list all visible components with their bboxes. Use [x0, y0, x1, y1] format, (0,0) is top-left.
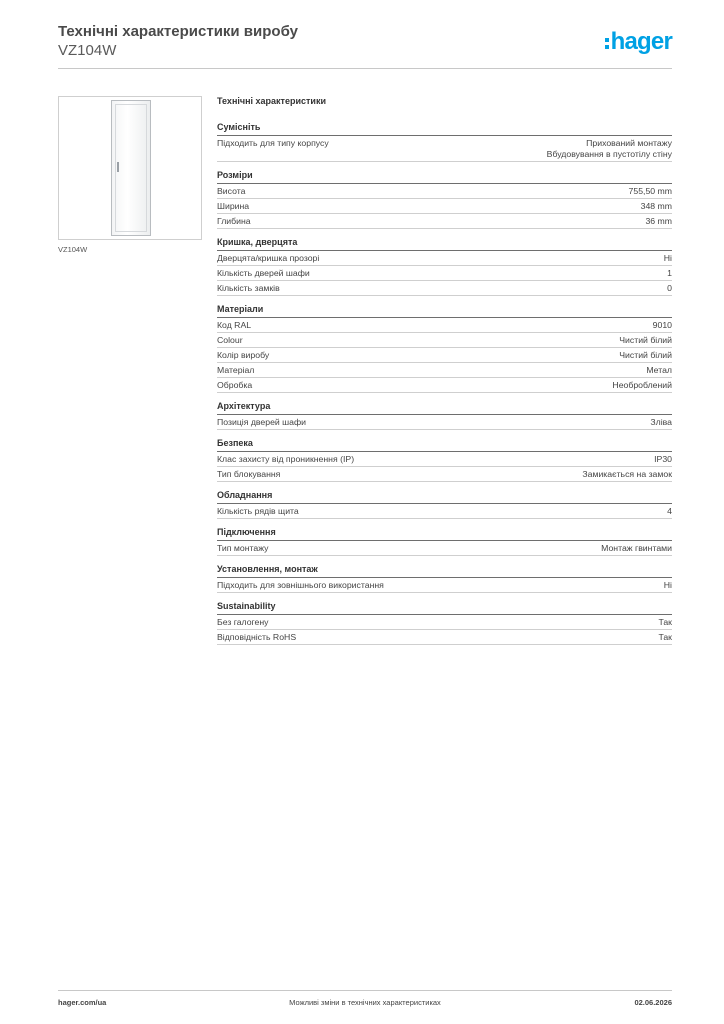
spec-value-line: 755,50 mm: [628, 186, 672, 196]
spec-value: [658, 632, 672, 643]
spec-label: Код RAL: [217, 320, 252, 330]
spec-label: Без галогену: [217, 617, 269, 627]
section-title: Сумісніть: [217, 122, 672, 136]
section-title: Розміри: [217, 170, 672, 184]
door-handle-icon: [117, 162, 119, 172]
spec-value: [645, 216, 672, 227]
spec-value: [547, 138, 672, 160]
spec-label: Підходить для зовнішнього використання: [217, 580, 384, 590]
spec-row: [217, 467, 672, 482]
spec-value-line: Чистий білий: [619, 350, 672, 360]
spec-value: [664, 580, 672, 591]
spec-label: Колір виробу: [217, 350, 270, 360]
spec-row: [217, 541, 672, 556]
spec-label: Тип блокування: [217, 469, 281, 479]
spec-value-line: Так: [658, 617, 672, 627]
footer-date: 02.06.2026: [634, 998, 672, 1007]
spec-label: Обробка: [217, 380, 253, 390]
spec-label: Ширина: [217, 201, 250, 211]
spec-value: [582, 469, 672, 480]
cabinet-door-illustration: [111, 100, 151, 236]
spec-value: [658, 617, 672, 628]
spec-value-line: Замикається на замок: [582, 469, 672, 479]
spec-value-line: Ні: [663, 253, 672, 263]
specification-sections: [217, 122, 672, 645]
spec-section: [217, 490, 672, 519]
spec-section: [217, 401, 672, 430]
spec-value-line: IP30: [654, 454, 672, 464]
spec-label: Відповідність RoHS: [217, 632, 297, 642]
spec-value-line: 348 mm: [640, 201, 672, 211]
logo-colon-icon: [605, 38, 609, 49]
image-caption: VZ104W: [58, 245, 88, 254]
spec-label: Colour: [217, 335, 243, 345]
spec-label: Клас захисту від проникнення (IP): [217, 454, 355, 464]
spec-row: [217, 214, 672, 229]
section-title: Обладнання: [217, 490, 672, 504]
spec-row: [217, 281, 672, 296]
product-code: VZ104W: [58, 42, 117, 59]
spec-value-line: Вбудовування в пустотілу стіну: [546, 149, 672, 159]
spec-value: [667, 283, 672, 294]
section-title: Матеріали: [217, 304, 672, 318]
spec-row: [217, 615, 672, 630]
spec-row: [217, 363, 672, 378]
spec-section: [217, 527, 672, 556]
spec-value: [667, 268, 672, 279]
spec-value-line: Прихований монтажу: [586, 138, 672, 148]
specifications-panel: [217, 96, 672, 653]
logo-wordmark: hager: [610, 28, 672, 55]
spec-row: [217, 199, 672, 214]
section-title: Підключення: [217, 527, 672, 541]
spec-value-line: Чистий білий: [619, 335, 672, 345]
document-title: Технічні характеристики виробу: [58, 23, 298, 40]
spec-section: [217, 601, 672, 645]
spec-value: [650, 417, 672, 428]
product-image: [58, 96, 202, 240]
spec-value: [667, 506, 672, 517]
spec-label: Позиція дверей шафи: [217, 417, 306, 427]
spec-value: [641, 201, 672, 212]
spec-row: [217, 415, 672, 430]
spec-row: [217, 318, 672, 333]
footer-website-link[interactable]: hager.com/ua: [58, 998, 107, 1007]
spec-label: Кількість рядів щита: [217, 506, 299, 516]
spec-section: [217, 304, 672, 393]
spec-label: Дверцята/кришка прозорі: [217, 253, 320, 263]
spec-value: [629, 186, 672, 197]
spec-row: [217, 348, 672, 363]
spec-value: [619, 350, 672, 361]
section-title: Безпека: [217, 438, 672, 452]
spec-row: [217, 251, 672, 266]
spec-value-line: Необроблений: [612, 380, 672, 390]
spec-row: [217, 578, 672, 593]
cabinet-door-frame: [115, 104, 147, 232]
spec-value-line: Метал: [646, 365, 672, 375]
spec-row: [217, 504, 672, 519]
spec-row: [217, 333, 672, 348]
spec-row: [217, 452, 672, 467]
spec-value: [653, 320, 672, 331]
spec-value: [654, 454, 672, 465]
spec-label: Глибина: [217, 216, 251, 226]
spec-row: [217, 378, 672, 393]
spec-value-line: 36 mm: [645, 216, 672, 226]
spec-value: [612, 380, 672, 391]
spec-value-line: 1: [667, 268, 672, 278]
spec-row: [217, 136, 672, 162]
spec-section: [217, 170, 672, 229]
spec-value-line: Так: [658, 632, 672, 642]
spec-value: [601, 543, 672, 554]
footer-notice: Можливі зміни в технічних характеристиках: [289, 998, 441, 1007]
spec-value: [664, 253, 672, 264]
page-header: [58, 22, 672, 60]
spec-section: [217, 564, 672, 593]
spec-label: Тип монтажу: [217, 543, 269, 553]
section-title: Sustainability: [217, 601, 672, 615]
spec-value-line: 4: [667, 506, 672, 516]
spec-label: Кількість дверей шафи: [217, 268, 310, 278]
footer-divider: [58, 990, 672, 991]
spec-row: [217, 630, 672, 645]
spec-section: [217, 438, 672, 482]
spec-label: Висота: [217, 186, 246, 196]
section-title: Кришка, дверцята: [217, 237, 672, 251]
section-title: Архітектура: [217, 401, 672, 415]
spec-label: Підходить для типу корпусу: [217, 138, 329, 148]
spec-value-line: Монтаж гвинтами: [601, 543, 672, 553]
spec-value: [619, 335, 672, 346]
spec-row: [217, 266, 672, 281]
header-divider: [58, 68, 672, 69]
spec-label: Матеріал: [217, 365, 255, 375]
spec-section: [217, 122, 672, 162]
spec-label: Кількість замків: [217, 283, 280, 293]
specifications-title: Технічні характеристики: [217, 96, 326, 106]
spec-value-line: Зліва: [650, 417, 672, 427]
spec-value-line: 9010: [652, 320, 672, 330]
spec-value-line: 0: [667, 283, 672, 293]
spec-value-line: Ні: [663, 580, 672, 590]
spec-section: [217, 237, 672, 296]
spec-value: [646, 365, 672, 376]
spec-row: [217, 184, 672, 199]
hager-logo[interactable]: [605, 28, 672, 56]
section-title: Установлення, монтаж: [217, 564, 672, 578]
